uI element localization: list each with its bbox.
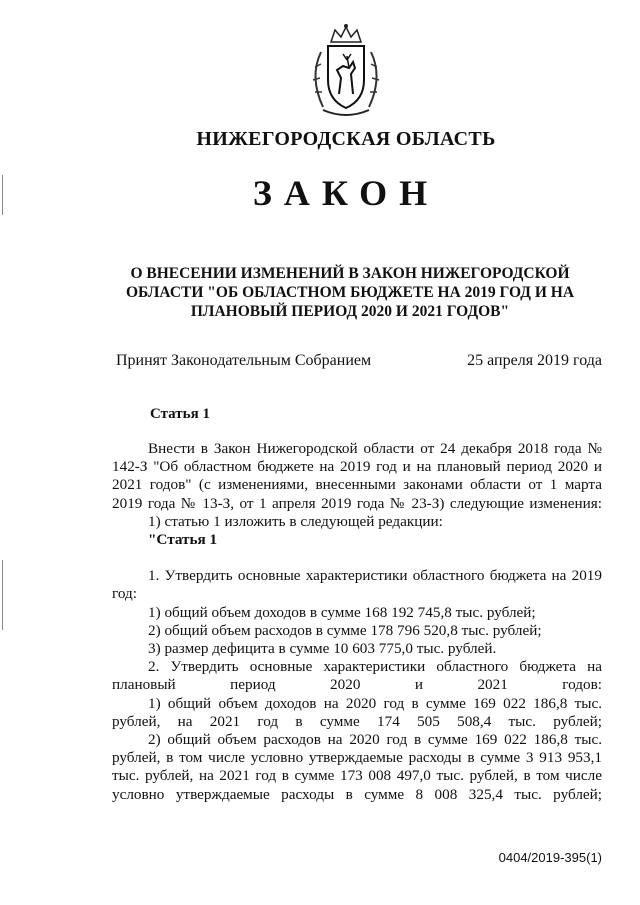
paragraph: 1) общий объем доходов в сумме 168 192 745,8 тыс. рублей; xyxy=(148,603,536,621)
adopted-by: Принят Законодательным Собранием xyxy=(116,352,372,369)
document-code: 0404/2019-395(1) xyxy=(498,850,602,865)
document-body xyxy=(112,440,602,804)
subject-line: О ВНЕСЕНИИ ИЗМЕНЕНИЙ В ЗАКОН НИЖЕГОРОДСКОЙ xyxy=(130,265,570,282)
document-subject xyxy=(110,264,590,321)
paragraph: 2. Утвердить основные характеристики областного бюджета на плановый период 2020 и 2021 годов: xyxy=(112,658,602,694)
paragraph: 1) общий объем доходов на 2020 год в сумме 169 022 186,8 тыс. рублей, на 2021 год в сумме 174 505 508,4 тыс. рублей; xyxy=(112,694,602,730)
document-type: ЗАКОН xyxy=(252,173,440,213)
paragraph: 1) статью 1 изложить в следующей редакции: xyxy=(148,512,443,530)
paragraph: "Статья 1 xyxy=(148,531,218,549)
paragraph: 1. Утвердить основные характеристики областного бюджета на 2019 год: xyxy=(112,567,602,603)
region-title: НИЖЕГОРОДСКАЯ ОБЛАСТЬ xyxy=(196,128,496,150)
scan-mark xyxy=(2,175,3,215)
adoption-date: 25 апреля 2019 года xyxy=(467,352,602,369)
paragraph: 2) общий объем расходов на 2020 год в сумме 169 022 186,8 тыс. рублей, в том числе условно утверждаемые расходы в сумме 3 913 953,1 тыс. рублей, на 2021 год в сумме 173 008 497,0 тыс. рублей, в том числе условно утверждаемые расходы в сумме 8 008 325,4 тыс. рублей; xyxy=(112,731,602,803)
coat-of-arms-icon xyxy=(301,22,391,122)
paragraph: Внести в Закон Нижегородской области от 24 декабря 2018 года № 142-З "Об областном бюджете на 2019 год и на плановый период 2020 и 2021 годов" (с изменениями, внесенными законами области от 1 марта 2019 года № 13-З, от 1 апреля 2019 года № 23-З) следующие изменения: xyxy=(112,440,602,512)
subject-line: ПЛАНОВЫЙ ПЕРИОД 2020 И 2021 ГОДОВ" xyxy=(190,303,510,320)
article-heading: Статья 1 xyxy=(150,406,210,422)
subject-line: ОБЛАСТИ "ОБ ОБЛАСТНОМ БЮДЖЕТЕ НА 2019 ГОД И НА xyxy=(125,284,575,301)
paragraph: 2) общий объем расходов в сумме 178 796 520,8 тыс. рублей; xyxy=(148,621,542,639)
paragraph: 3) размер дефицита в сумме 10 603 775,0 тыс. рублей. xyxy=(148,640,497,658)
scan-mark xyxy=(2,560,3,630)
